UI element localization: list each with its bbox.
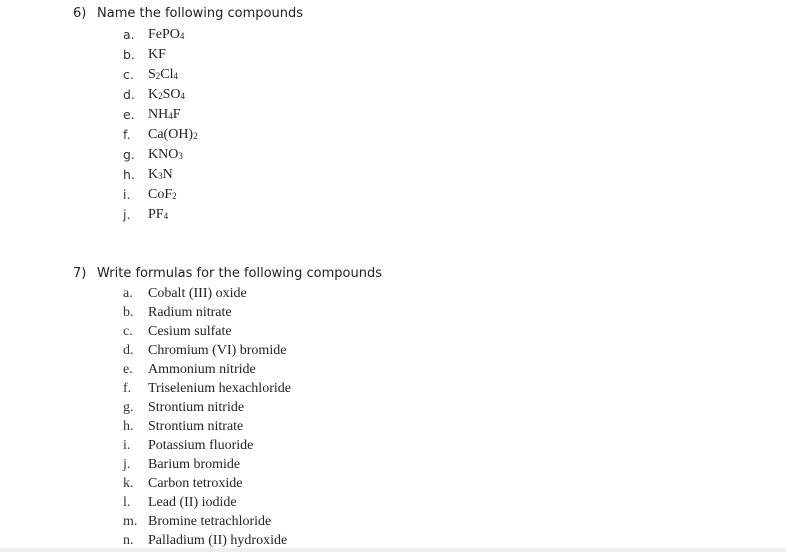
list-item-marker: c. <box>123 324 133 339</box>
list-item-marker: f. <box>123 127 131 142</box>
list-item-marker: d. <box>123 87 135 102</box>
compound-name: Cesium sulfate <box>148 324 232 339</box>
chemical-formula <box>148 85 185 104</box>
list-item-marker: e. <box>123 107 135 122</box>
formula-subscript: 4 <box>179 31 185 41</box>
list-item-marker: i. <box>123 187 131 202</box>
chemical-formula <box>148 205 168 224</box>
compound-name: Radium nitrate <box>148 305 232 320</box>
chemical-formula <box>148 25 184 44</box>
formula-text: K <box>148 87 159 102</box>
compound-name: Barium bromide <box>148 457 241 472</box>
formula-subscript: 3 <box>178 151 183 161</box>
formula-subscript: 4 <box>180 91 186 101</box>
list-item-marker: a. <box>123 286 133 301</box>
question-6-title: Name the following compounds <box>97 6 304 21</box>
formula-subscript: 2 <box>155 71 161 81</box>
list-item-marker: e. <box>123 362 133 377</box>
compound-name: Cobalt (III) oxide <box>148 286 247 301</box>
chemical-formula <box>148 105 181 124</box>
chemical-formula <box>148 145 183 164</box>
chemical-formula <box>148 65 178 84</box>
formula-text: S <box>148 67 156 82</box>
formula-subscript: 4 <box>173 71 179 81</box>
list-item-marker: h. <box>123 419 134 434</box>
compound-name: Chromium (VI) bromide <box>148 343 287 358</box>
list-item-marker: a. <box>123 27 135 42</box>
compound-name: Triselenium hexachloride <box>148 381 291 396</box>
question-7-title: Write formulas for the following compounds <box>97 266 383 281</box>
formula-text: SO <box>162 87 181 102</box>
compound-name: Lead (II) iodide <box>148 495 237 510</box>
formula-text: Ca(OH) <box>148 127 194 142</box>
page-bottom-edge <box>0 548 786 552</box>
list-item-marker: g. <box>123 147 135 162</box>
compound-name: Strontium nitride <box>148 400 245 415</box>
chemical-formula <box>148 185 177 204</box>
list-item-marker: m. <box>123 514 138 529</box>
formula-subscript: 2 <box>172 191 177 201</box>
formula-subscript: 4 <box>168 111 173 121</box>
formula-text: FePO <box>148 27 180 42</box>
compound-name: Strontium nitrate <box>148 419 244 434</box>
question-6-heading <box>73 6 303 21</box>
question-7-number: 7) <box>73 266 87 281</box>
formula-text: NH <box>148 107 169 122</box>
formula-text: Cl <box>160 67 174 82</box>
formula-subscript: 2 <box>193 131 198 141</box>
list-item-marker: d. <box>123 343 134 358</box>
list-item-marker: k. <box>123 476 134 491</box>
question-6-number: 6) <box>73 6 87 21</box>
formula-subscript: 2 <box>158 91 163 101</box>
formula-text: N <box>162 167 173 182</box>
formula-text: KNO <box>148 147 179 162</box>
list-item-marker: b. <box>123 47 135 62</box>
chemical-formula <box>148 45 166 64</box>
formula-text: KF <box>148 47 166 62</box>
list-item-marker: i. <box>123 438 131 453</box>
chemical-formula <box>148 165 173 184</box>
list-item-marker: f. <box>123 381 132 396</box>
list-item-marker: j. <box>123 457 131 472</box>
compound-name: Carbon tetroxide <box>148 476 243 491</box>
formula-text: PF <box>148 207 164 222</box>
list-item-marker: g. <box>123 400 134 415</box>
question-7-heading <box>73 266 382 281</box>
compound-name: Ammonium nitride <box>148 362 256 377</box>
compound-name: Bromine tetrachloride <box>148 514 272 529</box>
list-item-marker: b. <box>123 305 134 320</box>
list-item-marker: c. <box>123 67 134 82</box>
chemical-formula <box>148 125 198 144</box>
list-item-marker: h. <box>123 167 135 182</box>
compound-name: Potassium fluoride <box>148 438 254 453</box>
list-item-marker: j. <box>123 207 131 222</box>
formula-text: CoF <box>148 187 173 202</box>
list-item-marker: l. <box>123 495 131 510</box>
formula-subscript: 3 <box>158 171 163 181</box>
formula-text: F <box>172 107 181 122</box>
formula-text: K <box>148 167 159 182</box>
formula-subscript: 4 <box>163 211 169 221</box>
compound-name: Palladium (II) hydroxide <box>148 533 288 548</box>
list-item-marker: n. <box>123 533 134 548</box>
